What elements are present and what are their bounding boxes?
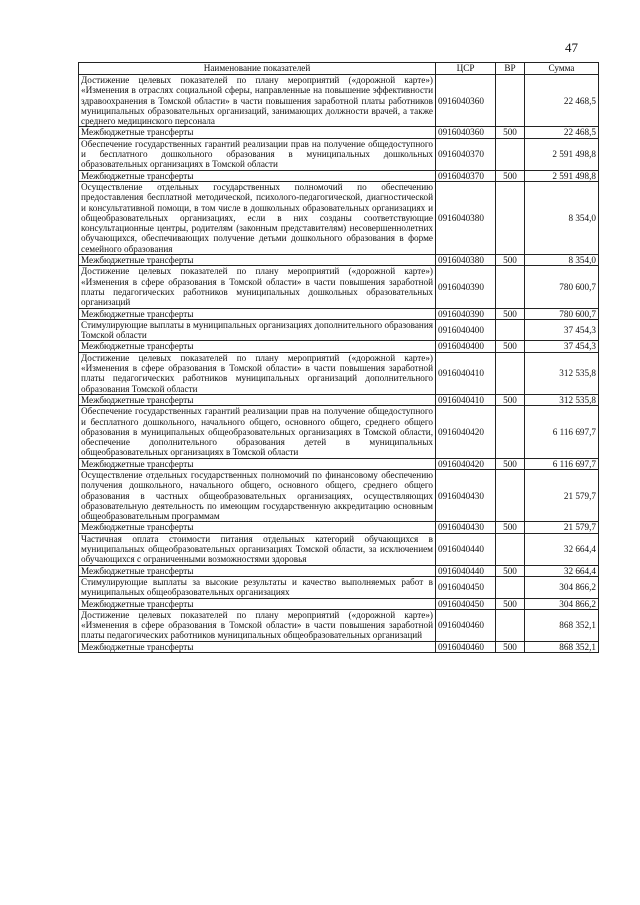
cell-sum: 32 664,4 xyxy=(525,533,599,565)
cell-csr: 0916040370 xyxy=(436,138,496,170)
cell-vr: 500 xyxy=(496,308,525,319)
cell-sum: 2 591 498,8 xyxy=(525,170,599,181)
cell-csr: 0916040380 xyxy=(436,181,496,254)
cell-sum: 6 116 697,7 xyxy=(525,458,599,469)
cell-name: Межбюджетные трансферты xyxy=(79,522,436,533)
cell-vr xyxy=(496,469,525,521)
table-row xyxy=(79,533,599,565)
table-row xyxy=(79,138,599,170)
cell-csr: 0916040460 xyxy=(436,609,496,641)
table-row xyxy=(79,352,599,394)
cell-csr: 0916040430 xyxy=(436,469,496,521)
cell-name: Достижение целевых показателей по плану мероприятий («дорожной карте») «Изменения в отраслях социальной сферы, направленные на повышение эффективности здравоохранения в Томской области» в части повышения заработной платы работников муниципальных образовательных организаций, занимающих должности врачей, а также среднего медицинского персонала xyxy=(79,75,436,127)
cell-name: Обеспечение государственных гарантий реализации прав на получение общедоступного и бесплатного дошкольного образования в муниципальных дошкольных образовательных организациях в Томской области xyxy=(79,138,436,170)
cell-name: Межбюджетные трансферты xyxy=(79,341,436,352)
cell-sum: 868 352,1 xyxy=(525,641,599,652)
table-header xyxy=(79,63,599,75)
cell-csr: 0916040440 xyxy=(436,533,496,565)
cell-vr: 500 xyxy=(496,170,525,181)
cell-csr: 0916040370 xyxy=(436,170,496,181)
header-row xyxy=(79,63,599,75)
cell-sum: 22 468,5 xyxy=(525,75,599,127)
table-row xyxy=(79,341,599,352)
cell-name: Обеспечение государственных гарантий реализации прав на получение общедоступного и бесплатного дошкольного, начального общего, основного общего, среднего общего образования в муниципальных общеобразовательных организациях в Томской области, обеспечение дополнительного образования детей в муниципальных общеобразовательных организациях в Томской области xyxy=(79,406,436,458)
header-vr: ВР xyxy=(496,63,525,75)
cell-vr xyxy=(496,533,525,565)
cell-vr: 500 xyxy=(496,565,525,576)
cell-name: Межбюджетные трансферты xyxy=(79,308,436,319)
page-number: 47 xyxy=(565,40,578,55)
cell-csr: 0916040390 xyxy=(436,266,496,308)
cell-name: Стимулирующие выплаты за высокие результаты и качество выполняемых работ в муниципальных общеобразовательных организациях xyxy=(79,576,436,598)
table-row xyxy=(79,308,599,319)
cell-csr: 0916040360 xyxy=(436,75,496,127)
cell-name: Межбюджетные трансферты xyxy=(79,598,436,609)
table-row xyxy=(79,609,599,641)
table-row xyxy=(79,127,599,138)
cell-csr: 0916040410 xyxy=(436,352,496,394)
cell-name: Межбюджетные трансферты xyxy=(79,255,436,266)
header-name: Наименование показателей xyxy=(79,63,436,75)
table-row xyxy=(79,458,599,469)
table-row xyxy=(79,522,599,533)
table-row xyxy=(79,576,599,598)
cell-vr xyxy=(496,352,525,394)
cell-csr: 0916040390 xyxy=(436,308,496,319)
table-row xyxy=(79,394,599,405)
cell-name: Межбюджетные трансферты xyxy=(79,641,436,652)
cell-sum: 312 535,8 xyxy=(525,352,599,394)
cell-csr: 0916040360 xyxy=(436,127,496,138)
cell-sum: 22 468,5 xyxy=(525,127,599,138)
cell-sum: 2 591 498,8 xyxy=(525,138,599,170)
cell-vr xyxy=(496,406,525,458)
budget-table xyxy=(78,62,599,653)
cell-vr: 500 xyxy=(496,127,525,138)
cell-csr: 0916040400 xyxy=(436,319,496,341)
table-row xyxy=(79,181,599,254)
table-row xyxy=(79,469,599,521)
cell-name: Межбюджетные трансферты xyxy=(79,127,436,138)
cell-vr xyxy=(496,138,525,170)
cell-name: Межбюджетные трансферты xyxy=(79,565,436,576)
table-row xyxy=(79,406,599,458)
cell-name: Частичная оплата стоимости питания отдельных категорий обучающихся в муниципальных общеобразовательных организациях Томской области, за исключением обучающихся с ограниченными возможностями здоровья xyxy=(79,533,436,565)
cell-vr: 500 xyxy=(496,522,525,533)
table-row xyxy=(79,598,599,609)
cell-csr: 0916040430 xyxy=(436,522,496,533)
cell-csr: 0916040450 xyxy=(436,598,496,609)
cell-vr: 500 xyxy=(496,255,525,266)
header-sum: Сумма xyxy=(525,63,599,75)
table-row xyxy=(79,255,599,266)
cell-vr: 500 xyxy=(496,598,525,609)
cell-sum: 304 866,2 xyxy=(525,576,599,598)
cell-sum: 780 600,7 xyxy=(525,266,599,308)
table-body xyxy=(79,75,599,653)
table-row xyxy=(79,641,599,652)
cell-vr xyxy=(496,576,525,598)
cell-sum: 312 535,8 xyxy=(525,394,599,405)
cell-vr xyxy=(496,609,525,641)
cell-vr: 500 xyxy=(496,458,525,469)
cell-sum: 37 454,3 xyxy=(525,341,599,352)
table-row xyxy=(79,565,599,576)
cell-sum: 21 579,7 xyxy=(525,469,599,521)
cell-name: Межбюджетные трансферты xyxy=(79,458,436,469)
cell-csr: 0916040440 xyxy=(436,565,496,576)
cell-vr xyxy=(496,181,525,254)
cell-vr xyxy=(496,75,525,127)
table-row xyxy=(79,266,599,308)
cell-csr: 0916040380 xyxy=(436,255,496,266)
cell-csr: 0916040420 xyxy=(436,406,496,458)
cell-name: Достижение целевых показателей по плану мероприятий («дорожной карте») «Изменения в сфере образования в Томской области» в части повышения заработной платы педагогических работников муниципальных дошкольных образовательных организаций xyxy=(79,266,436,308)
cell-name: Достижение целевых показателей по плану мероприятий («дорожной карте») «Изменения в сфере образования в Томской области» в части повышения заработной платы педагогических работников муниципальных общеобразовательных организаций xyxy=(79,609,436,641)
cell-csr: 0916040460 xyxy=(436,641,496,652)
cell-sum: 304 866,2 xyxy=(525,598,599,609)
cell-sum: 37 454,3 xyxy=(525,319,599,341)
cell-vr: 500 xyxy=(496,394,525,405)
cell-name: Межбюджетные трансферты xyxy=(79,170,436,181)
cell-vr: 500 xyxy=(496,641,525,652)
cell-name: Достижение целевых показателей по плану мероприятий («дорожной карте») «Изменения в сфере образования в Томской области» в части повышения заработной платы педагогических работников муниципальных организаций дополнительного образования Томской области xyxy=(79,352,436,394)
cell-vr xyxy=(496,319,525,341)
cell-name: Стимулирующие выплаты в муниципальных организациях дополнительного образования Томской области xyxy=(79,319,436,341)
cell-vr: 500 xyxy=(496,341,525,352)
cell-sum: 8 354,0 xyxy=(525,255,599,266)
cell-sum: 6 116 697,7 xyxy=(525,406,599,458)
header-csr: ЦСР xyxy=(436,63,496,75)
cell-csr: 0916040450 xyxy=(436,576,496,598)
table-row xyxy=(79,75,599,127)
cell-csr: 0916040420 xyxy=(436,458,496,469)
cell-sum: 868 352,1 xyxy=(525,609,599,641)
cell-csr: 0916040410 xyxy=(436,394,496,405)
cell-sum: 8 354,0 xyxy=(525,181,599,254)
cell-name: Осуществление отдельных государственных полномочий по обеспечению предоставления бесплатной методической, психолого-педагогической, диагностической и консультативной помощи, в том числе в дошкольных образовательных организациях и общеобразовательных организациях, если в них созданы соответствующие консультационные центры, родителям (законным представителям) несовершеннолетних обучающихся, обеспечивающих получение детьми дошкольного образования в форме семейного образования xyxy=(79,181,436,254)
table-row xyxy=(79,319,599,341)
cell-vr xyxy=(496,266,525,308)
cell-name: Осуществление отдельных государственных полномочий по финансовому обеспечению получения дошкольного, начального общего, основного общего, среднего общего образования в частных общеобразовательных организациях, осуществляющих образовательную деятельность по имеющим государственную аккредитацию основным общеобразовательным программам xyxy=(79,469,436,521)
table-row xyxy=(79,170,599,181)
cell-csr: 0916040400 xyxy=(436,341,496,352)
cell-sum: 32 664,4 xyxy=(525,565,599,576)
cell-name: Межбюджетные трансферты xyxy=(79,394,436,405)
cell-sum: 21 579,7 xyxy=(525,522,599,533)
cell-sum: 780 600,7 xyxy=(525,308,599,319)
